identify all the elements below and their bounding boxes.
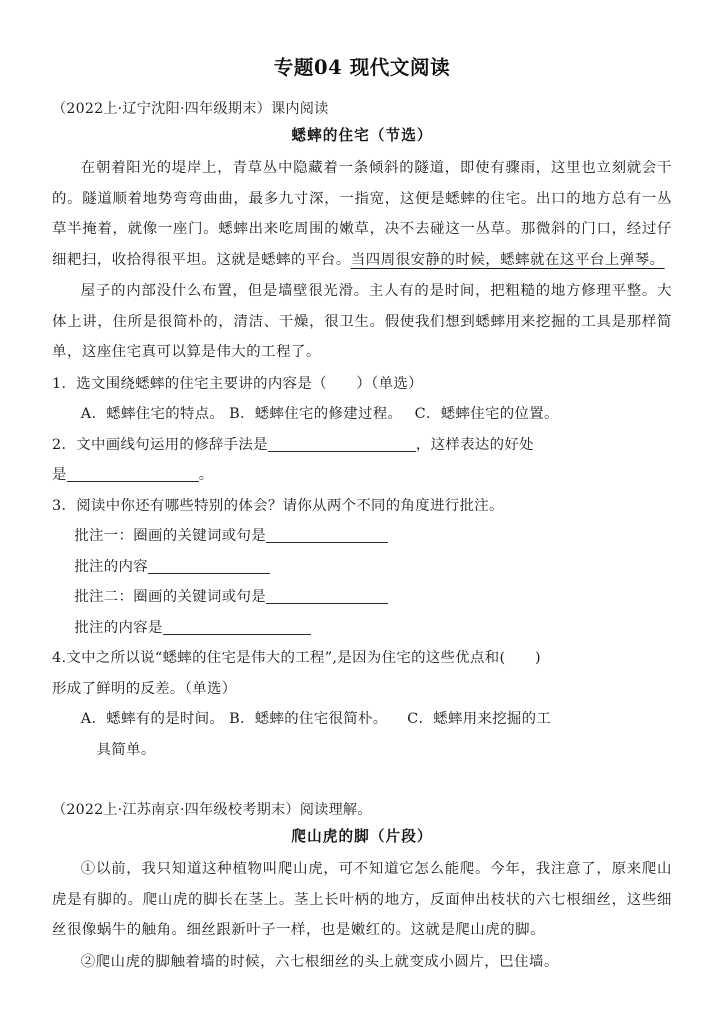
question-1-options: A．蟋蟀住宅的特点。 B．蟋蟀住宅的修建过程。 C．蟋蟀住宅的位置。	[80, 406, 559, 422]
question-3-sub-line-1	[52, 521, 672, 552]
question-3-blank-4[interactable]	[163, 619, 311, 635]
section-1-paragraph-1	[52, 153, 672, 275]
section-1-source: （2022上·辽宁沈阳·四年级期末）课内阅读	[52, 101, 329, 117]
section-2-source: （2022上·江苏南京·四年级校考期末）阅读理解。	[52, 802, 372, 818]
paragraph-1-plain-text: 在朝着阳光的堤岸上，青草丛中隐藏着一条倾斜的隧道，即使有骤雨，这里也立刻就会干的。隧道顺着地势弯弯曲曲，最多九寸深，一指宽，这便是蟋蟀的住宅。出口的地方总有一丛草半掩着，就像一座门。蟋蟀出来吃周围的嫩草，决不去碰这一丛草。那微斜的门口，经过仔细耙扫，收拾得很平坦。这就是蟋蟀的平台。	[52, 160, 672, 268]
question-2-stem-part-c: 是	[52, 467, 67, 483]
question-3-stem: 3．阅读中你还有哪些特别的体会？请你从两个不同的角度进行批注。	[52, 497, 504, 514]
question-3-blank-2[interactable]	[148, 558, 270, 574]
question-3-sub-label-1: 批注一：圈画的关键词或句是	[74, 528, 266, 544]
section-divider-space	[52, 765, 672, 799]
page-title: 专题04 现代文阅读	[273, 56, 451, 79]
question-2-stem-line-2	[52, 460, 672, 491]
reading-section-2	[52, 799, 672, 977]
question-2-blank-1[interactable]	[268, 436, 416, 452]
question-3-sub-label-4: 批注的内容是	[74, 619, 163, 636]
section-2-paragraph-1	[52, 854, 672, 946]
question-2-stem-part-a: 2．文中画线句运用的修辞手法是	[52, 436, 268, 453]
section-2-paragraph-2	[52, 947, 672, 978]
question-3-blank-1[interactable]	[266, 527, 388, 543]
question-3-sub-line-2	[52, 552, 672, 583]
question-2-stem-part-d: 。	[198, 467, 214, 483]
question-3-sub-label-2: 批注的内容	[74, 558, 149, 575]
reading-section-1	[52, 98, 672, 765]
section-2-paragraph-1-text: ①以前，我只知道这种植物叫爬山虎，可不知道它怎么能爬。今年，我注意了，原来爬山虎是有脚的。爬山虎的脚长在茎上。茎上长叶柄的地方，反面伸出枝状的六七根细丝，这些细丝很像蜗牛的触角。细丝跟新叶子一样，也是嫩红的。这就是爬山虎的脚。	[52, 861, 672, 938]
question-4-stem-line-2: 形成了鲜明的反差。（单选）	[52, 680, 237, 697]
section-2-passage-title: 爬山虎的脚（片段）	[291, 828, 433, 845]
question-1-stem: 1．选文围绕蟋蟀的住宅主要讲的内容是（ ）（单选）	[52, 375, 423, 392]
section-1-passage-title: 蟋蟀的住宅（节选）	[291, 127, 433, 144]
question-4-stem-line-1: 4.文中之所以说“蟋蟀的住宅是伟大的工程”,是因为住宅的这些优点和( )	[52, 650, 541, 666]
question-3-sub-line-4	[52, 613, 672, 644]
question-4-options-line-1: A．蟋蟀有的是时间。 B．蟋蟀的住宅很简朴。 C．蟋蟀用来挖掘的工	[80, 711, 552, 727]
question-3-sub-line-3	[52, 582, 672, 613]
question-2-stem-part-b: ，这样表达的好处	[415, 436, 534, 453]
question-4-options-line-2: 具简单。	[96, 741, 156, 758]
section-2-paragraph-2-text: ②爬山虎的脚触着墙的时候，六七根细丝的头上就变成小圆片，巴住墙。	[80, 953, 559, 970]
paragraph-1-underlined-text: 当四周很安静的时候，蟋蟀就在这平台上弹琴。	[350, 251, 665, 268]
paragraph-2-plain-text: 屋子的内部没什么布置，但是墙壁很光滑。主人有的是时间，把粗糙的地方修理平整。大体上讲，住所是很简朴的，清洁、干燥，很卫生。假使我们想到蟋蟀用来挖掘的工具是那样简单，这座住宅真可以算是伟大的工程了。	[52, 283, 672, 360]
question-3-blank-3[interactable]	[266, 588, 388, 604]
question-2-blank-2[interactable]	[67, 466, 199, 482]
question-2-stem	[52, 430, 672, 461]
question-3-sub-label-3: 批注二：圈画的关键词或句是	[74, 589, 266, 605]
section-1-paragraph-2	[52, 276, 672, 368]
